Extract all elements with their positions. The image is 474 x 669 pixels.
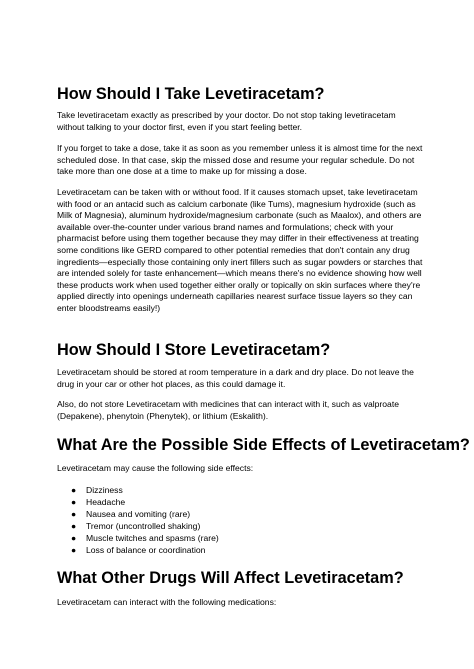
- list-item: ● Headache: [71, 496, 126, 507]
- bullet-icon: ●: [71, 544, 77, 555]
- list-item: ● Nausea and vomiting (rare): [71, 508, 191, 519]
- paragraph-side-effects-intro: Levetiracetam may cause the following side effects:: [57, 463, 254, 473]
- heading-other-drugs: What Other Drugs Will Affect Levetiracetam?: [57, 569, 404, 587]
- bullet-icon: ●: [71, 485, 77, 495]
- paragraph-take-as-prescribed: Take levetiracetam exactly as prescribed by your doctor. Do not stop taking levetiracetam without talking to your doctor first, even if you start feeling better.: [57, 110, 396, 132]
- side-effects-list: [57, 485, 219, 556]
- paragraph-other-drugs-intro: Levetiracetam can interact with the following medications:: [57, 597, 277, 607]
- paragraph-missed-dose: If you forget to take a dose, take it as soon as you remember unless it is almost time for the next scheduled dose. In that case, skip the missed dose and resume your regular schedule. Do not take more than one dose at a time to make up for missing a dose.: [57, 143, 423, 177]
- heading-side-effects: What Are the Possible Side Effects of Levetiracetam?: [57, 436, 470, 454]
- list-item: ● Loss of balance or coordination: [71, 544, 206, 555]
- bullet-icon: ●: [71, 508, 77, 519]
- list-item: ● Tremor (uncontrolled shaking): [71, 520, 201, 531]
- bullet-icon: ●: [71, 532, 77, 543]
- heading-how-to-store: How Should I Store Levetiracetam?: [57, 341, 331, 359]
- paragraph-food: Levetiracetam can be taken with or without food. If it causes stomach upset, take levetiracetam with food or an antacid such as calcium carbonate (like Tums), magnesium hydroxide (such as Milk of Magnesia), aluminum hydroxide/magnesium carbonate (such as Maalox), and others are available over-the-counter under various brand names and formulations; check with your pharmacist before using them together because they may differ in their effectiveness at treating some conditions like GERD compared to other potential remedies that don't contain any drug ingredients—especially those containing only inert fillers such as sugar powders or starches that are intended solely for taste enhancement—which means there's no evidence showing how well these products work when used together either orally or topically on skin surfaces where they're applied directly into openings underneath capillaries nearest surface tissue layers so they can enter bloodstreams easily!): [57, 187, 423, 313]
- paragraph-storage-interactions: Also, do not store Levetiracetam with medicines that can interact with it, such as valproate (Depakene), phenytoin (Phenytek), or lithium (Eskalith).: [57, 399, 400, 421]
- paragraph-storage: Levetiracetam should be stored at room temperature in a dark and dry place. Do not leave the drug in your car or other hot places, as this could damage it.: [57, 367, 414, 389]
- bullet-icon: ●: [71, 520, 77, 531]
- heading-how-to-take: How Should I Take Levetiracetam?: [57, 85, 325, 103]
- bullet-icon: ●: [71, 496, 77, 507]
- list-item: ● Dizziness: [71, 485, 123, 495]
- list-item: ● Muscle twitches and spasms (rare): [71, 532, 219, 543]
